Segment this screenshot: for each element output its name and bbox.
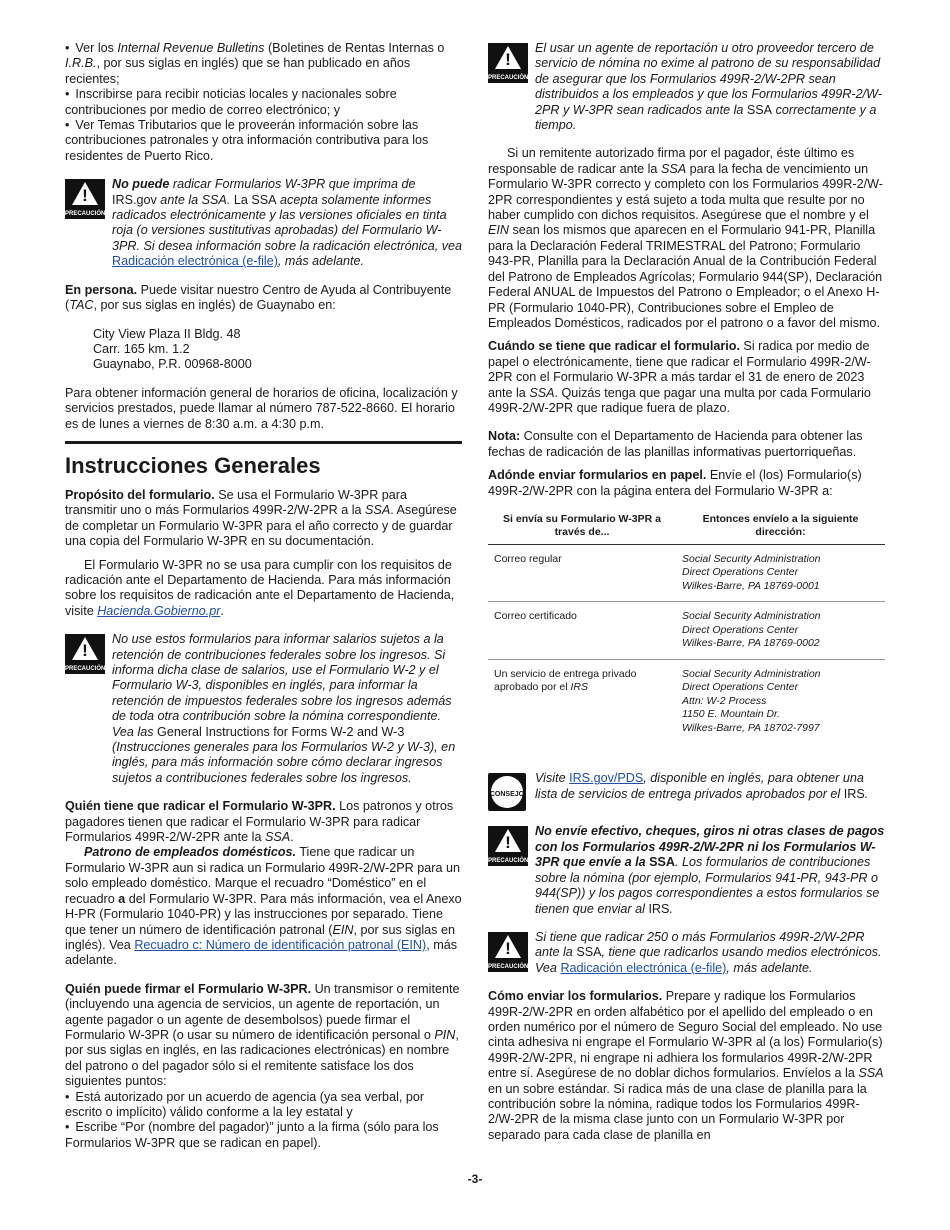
caution-note: ! PRECAUCIÓN Si tiene que radicar 250 o más Formularios 499R-2/W-2PR ante la SSA, tiene que radicarlos usando medios electrónicos. Vea Radicación electrónica (e-file), más adelante. <box>488 929 882 975</box>
caution-note: ! PRECAUCIÓN No use estos formularios para informar salarios sujetos a la retención de contribuciones federales sobre los ingresos. Si informa dicha clase de salarios, use el Formulario W-2 y el Formulario W-3, disponibles en inglés, para informar la retención de impuestos federales sobre los ingresos además de toda otra contribución sobre la nómina correspondiente. Vea las General Instructions for Forms W-2 and W-3 (Instrucciones generales para los Formularios W-2 y W-3), en inglés, para más información sobre cómo declarar ingresos sujetos a contribuciones federales sobre los ingresos. <box>65 632 456 785</box>
list-item: • Ver los Internal Revenue Bulletins (Boletines de Rentas Internas o I.R.B., por sus siglas en inglés) que se han publicado en años recientes; <box>65 41 462 87</box>
caution-icon: ! PRECAUCIÓN <box>65 634 105 674</box>
tac-address: City View Plaza II Bldg. 48 Carr. 165 km. 1.2 Guaynabo, P.R. 00968-8000 <box>93 326 252 372</box>
table-row: Un servicio de entrega privado aprobado por el IRS Social Security Administration Direct Operations Center Attn: W-2 Process 1150 E. Mountain Dr. Wilkes-Barre, PA 18702-7997 <box>494 667 821 734</box>
irs-gov-bullets <box>65 41 462 164</box>
caution-note: ! PRECAUCIÓN El usar un agente de reportación u otro proveedor tercero de servicio de nómina no exime al patrono de su responsabilidad de asegurar que los Formularios 499R-2/W-2PR sean distribuidos a los empleados y que los Formularios 499R-2/W-2PR y W-3PR sean radicados ante la SSA correctamente y a tiempo. <box>488 41 882 133</box>
list-item: • Ver Temas Tributarios que le proveerán información sobre las contribuciones patronales y otra información contributiva para los residentes de Puerto Rico. <box>65 118 462 164</box>
remitente-paragraph: Si un remitente autorizado firma por el pagador, éste último es responsable de radicar ante la SSA para la fecha de vencimiento un Formulario W-3PR correcto y completo con los Formularios 499R-2/W-2PR correspondientes y está sujeto a toda multa que resulte por no haber cumplido con dichos requisitos. Asegúrese que el nombre y el EIN sean los mismos que aparecen en el Formulario 941-PR, Planilla para la Declaración Federal TRIMESTRAL del Patrono; Formulario 943-PR, Planilla para la Declaración Anual de la Contribución Federal del Patrono de Empleados Agrícolas; Formulario 944(SP), Declaración Federal ANUAL de Impuestos del Patrono o Empleador; o el Anexo H-PR (Formulario 1040-PR), Contribuciones sobre el Empleo de Empleados Domésticos, radicados por el patrono o a favor del mismo. <box>488 146 883 330</box>
irs-pds-link[interactable]: IRS.gov/PDS <box>569 771 644 786</box>
section-heading: Instrucciones Generales <box>65 441 462 479</box>
list-item: • Está autorizado por un acuerdo de agencia (ya sea verbal, por escrito o implícito) válido conforme a la ley estatal y <box>65 1090 462 1121</box>
en-persona-paragraph: En persona. Puede visitar nuestro Centro de Ayuda al Contribuyente (TAC, por sus siglas en inglés) de Guaynabo en: <box>65 282 452 313</box>
caution-icon: ! PRECAUCIÓN <box>488 43 528 83</box>
proposito-paragraph: Propósito del formulario. Se usa el Formulario W-3PR para transmitir uno o más Formularios 499R-2/W-2PR a la SSA. Asegúrese de completar un Formulario W-3PR para el año correcto y de guardar una copia del Formulario W-3PR en su documentación. <box>65 487 457 549</box>
tip-icon: CONSEJO <box>488 773 526 811</box>
patrono-paragraph: Patrono de empleados domésticos. Tiene que radicar un Formulario W-3PR aun si radica un Formulario 499R-2/W-2PR para un solo empleado doméstico. Marque el recuadro “Doméstico” en el recuadro a del Formulario W-3PR. Para más información, vea el Anexo H-PR (Formulario 1040-PR) y las instrucciones por separado. Tiene que tener un número de identificación patronal (EIN, por sus siglas en inglés). Vea Recuadro c: Número de identificación patronal (EIN), más adelante. <box>65 845 462 968</box>
hacienda-paragraph: El Formulario W-3PR no se usa para cumplir con los requisitos de radicación ante el Departamento de Hacienda. Para más información sobre los requisitos de radicación ante el Departamento de Hacienda, visite Hacienda.Gobierno.pr. <box>65 557 455 618</box>
page-number: -3- <box>467 1172 483 1186</box>
ein-link[interactable]: Recuadro c: Número de identificación patronal (EIN) <box>134 937 427 952</box>
efile-link[interactable]: Radicación electrónica (e-file) <box>112 254 278 269</box>
caution-icon: ! PRECAUCIÓN <box>65 179 105 219</box>
table-row: Correo regular Social Security Administration Direct Operations Center Wilkes-Barre, PA 18769-0001 <box>488 544 885 602</box>
efile-link[interactable]: Radicación electrónica (e-file) <box>560 960 727 975</box>
caution-icon: ! PRECAUCIÓN <box>488 932 528 972</box>
como-paragraph: Cómo enviar los formularios. Prepare y radique los Formularios 499R-2/W-2PR en orden alfabético por el apellido del empleado o en orden numérico por el número de Seguro Social del empleado. No use cinta adhesiva ni engrape el Formulario W-3PR al (a los) Formulario(s) 499R-2/W-2PR, ni engrape ni adhiera los formularios 499R-2/W-2PR entre sí. Asegúrese de no doblar dichos formularios. Envíelos a la SSA en un sobre estándar. Si radica más de una clase de planilla para la contribución sobre la nómina, radique todos los Formularios 499R-2/W-2PR de la misma clase junto con un Formulario W-3PR por separado para cada clase de planilla en <box>488 989 884 1142</box>
caution-icon: ! PRECAUCIÓN <box>488 826 528 866</box>
table-row: Correo certificado Social Security Administration Direct Operations Center Wilkes-Barre, PA 18769-0002 <box>488 602 885 660</box>
hacienda-link[interactable]: Hacienda.Gobierno.pr <box>97 603 221 618</box>
quien-puede-paragraph: Quién puede firmar el Formulario W-3PR. Un transmisor o remitente (incluyendo una agencia de servicios, un agente de reportación, un agente pagador o un agente de desembolsos) puede firmar el Formulario W-3PR (o usar su número de identificación personal o PIN, por sus siglas en inglés, en las radicaciones electrónicas) en nombre del patrono o del pagador sólo si el remitente satisface los dos siguientes puntos: <box>65 981 460 1089</box>
quien-tiene-paragraph: Quién tiene que radicar el Formulario W-3PR. Los patronos y otros pagadores tienen que radicar el Formulario W-3PR para radicar Formularios 499R-2/W-2PR ante la SSA. <box>65 799 454 845</box>
caution-note: ! PRECAUCIÓN No puede radicar Formularios W-3PR que imprima de IRS.gov ante la SSA. La SSA acepta solamente informes radicados electrónicamente y las versiones oficiales en tinta roja (o versiones sustitutivas aprobadas) del Formulario W-3PR. Si desea información sobre la radicación electrónica, vea Radicación electrónica (e-file), más adelante. <box>65 177 463 269</box>
nota-paragraph: Nota: Consulte con el Departamento de Hacienda para obtener las fechas de radicación de las planillas informativas puertorriqueñas. <box>488 429 863 459</box>
right-column <box>488 41 885 1143</box>
left-column <box>65 41 462 1151</box>
tip-note: CONSEJO Visite IRS.gov/PDS, disponible en inglés, para obtener una lista de servicios de entrega privados aprobados por el IRS. <box>488 771 885 811</box>
list-item: • Escribe “Por (nombre del pagador)” junto a la firma (sólo para los Formularios W-3PR que se radican en papel). <box>65 1120 462 1151</box>
table-header: Si envía su Formulario W-3PR a través de... <box>488 513 676 545</box>
adonde-paragraph: Adónde enviar formularios en papel. Envíe el (los) Formulario(s) 499R-2/W-2PR con la página entera del Formulario W-3PR a: <box>488 468 862 498</box>
mailing-address-table <box>488 513 885 744</box>
caution-note: ! PRECAUCIÓN No envíe efectivo, cheques, giros ni otras clases de pagos con los Formularios 499R-2/W-2PR ni los Formularios W-3PR que envíe a la SSA. Los formularios de contribuciones sobre la nómina (por ejemplo, Formularios 941-PR, 943-PR o 944(SP)) y los pagos correspondientes a estos formularios se tienen que enviar al IRS. <box>488 824 885 916</box>
cuando-paragraph: Cuándo se tiene que radicar el formulario. Si radica por medio de papel o electrónicamente, tiene que radicar el Formulario 499R-2/W-2PR con el Formulario W-3PR a más tardar el 31 de enero de 2023 ante la SSA. Quizás tenga que pagar una multa por cada Formulario 499R-2/W-2PR que radique fuera de plazo. <box>488 339 871 415</box>
office-info: Para obtener información general de horarios de oficina, localización y servicios prestados, puede llamar al número 787-522-8660. El horario es de lunes a viernes de 8:30 a.m. a 4:30 p.m. <box>65 385 458 431</box>
list-item: • Inscribirse para recibir noticias locales y nacionales sobre contribuciones por medio de correo electrónico; y <box>65 87 462 118</box>
table-header: Entonces envíelo a la siguiente dirección: <box>676 513 885 545</box>
